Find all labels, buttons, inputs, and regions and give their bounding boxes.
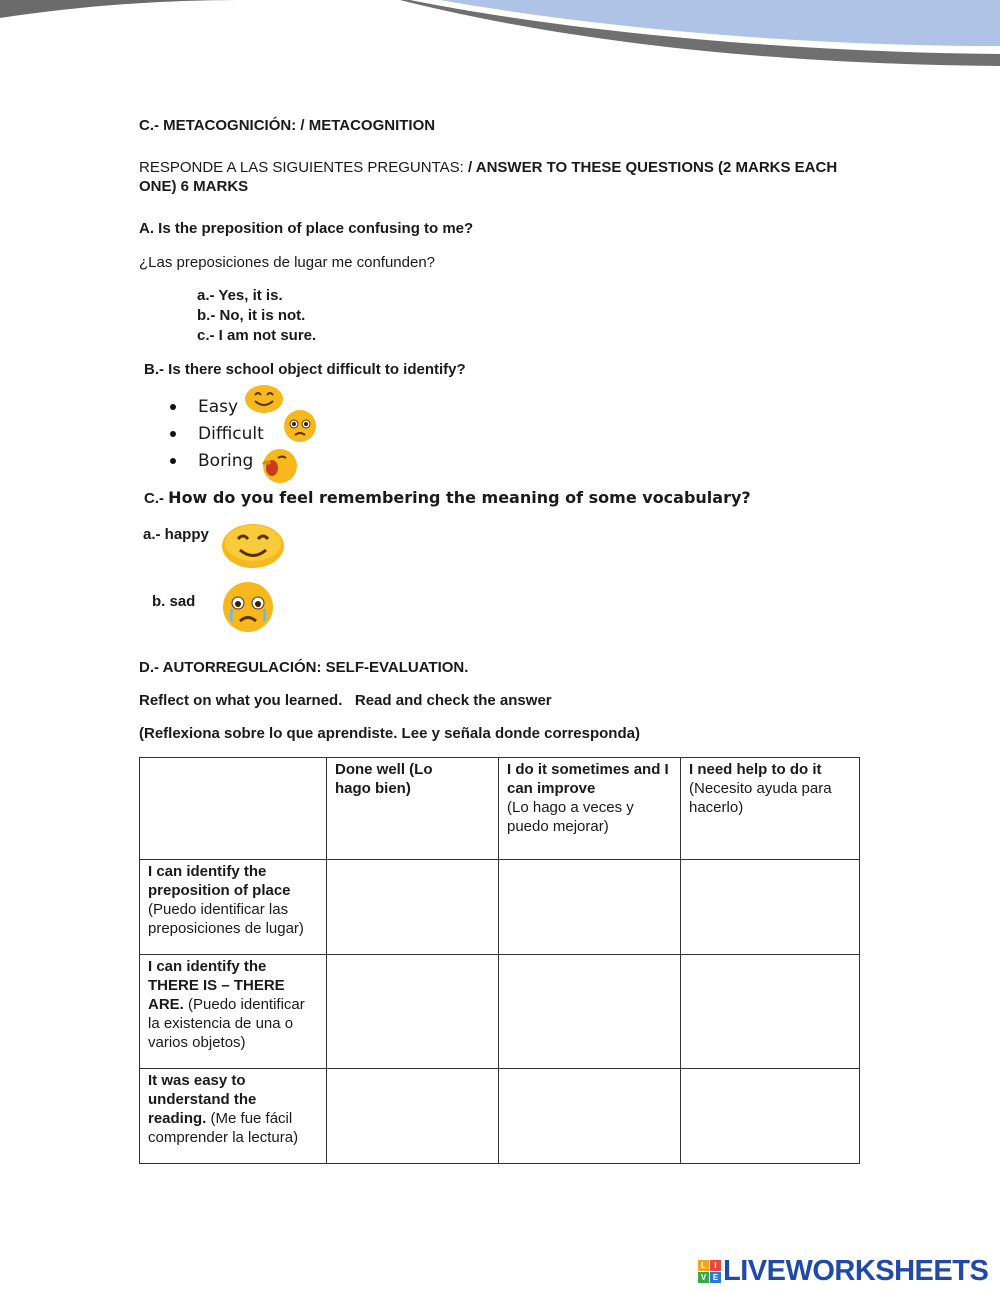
header-swoosh-decoration	[0, 0, 1000, 80]
header-sometimes	[499, 758, 681, 860]
check-cell-sometimes[interactable]	[499, 1069, 681, 1164]
smile-emoji-icon	[244, 384, 284, 414]
table-row	[140, 860, 860, 955]
table-corner-cell	[140, 758, 327, 860]
header-need-help	[681, 758, 860, 860]
header-done-well	[327, 758, 499, 860]
option-difficult-label: Difficult	[198, 423, 264, 444]
question-c-text: How do you feel remembering the meaning of some vocabulary?	[168, 488, 751, 507]
check-cell-need-help[interactable]	[681, 955, 860, 1069]
section-d-reflect-spanish: (Reflexiona sobre lo que aprendiste. Lee y señala donde corresponda)	[139, 725, 640, 742]
section-c-instruction	[139, 158, 869, 196]
option-difficult[interactable]	[170, 420, 264, 447]
question-c	[144, 488, 751, 508]
sad-emoji-icon[interactable]	[220, 581, 276, 633]
header-done-well-label: Done well (Lo hago bien)	[335, 761, 433, 797]
check-cell-sometimes[interactable]	[499, 955, 681, 1069]
option-happy-label[interactable]: a.- happy	[143, 526, 209, 543]
logo-letter-i: I	[710, 1260, 721, 1271]
table-row	[140, 955, 860, 1069]
self-evaluation-table	[139, 757, 860, 1164]
header-sometimes-translation: (Lo hago a veces y puedo mejorar)	[507, 799, 634, 835]
row-label-bold: I can identify the preposition of place	[148, 863, 291, 899]
bullet-icon	[170, 458, 176, 464]
logo-blocks-icon	[698, 1260, 721, 1283]
section-d-title: D.- AUTORREGULACIÓN: SELF-EVALUATION.	[139, 659, 469, 676]
instruction-spanish: RESPONDE A LAS SIGUIENTES PREGUNTAS:	[139, 159, 468, 176]
logo-letter-l: L	[698, 1260, 709, 1271]
check-cell-done-well[interactable]	[327, 860, 499, 955]
bullet-icon	[170, 404, 176, 410]
row-label-translation: (Me fue fácil comprender la lectura)	[148, 1110, 299, 1146]
row-label-translation: (Puedo identificar las preposiciones de lugar)	[148, 901, 304, 937]
question-a-option-a[interactable]: a.- Yes, it is.	[197, 287, 283, 304]
question-a: A. Is the preposition of place confusing to me?	[139, 220, 474, 237]
logo-letter-v: V	[698, 1272, 709, 1283]
check-cell-done-well[interactable]	[327, 955, 499, 1069]
option-boring[interactable]	[170, 447, 264, 474]
option-boring-label: Boring	[198, 450, 254, 471]
check-cell-sometimes[interactable]	[499, 860, 681, 955]
row-label-reading	[140, 1069, 327, 1164]
question-a-translation: ¿Las preposiciones de lugar me confunden?	[139, 254, 436, 271]
check-cell-need-help[interactable]	[681, 1069, 860, 1164]
question-c-prefix: C.-	[144, 490, 169, 507]
header-need-help-translation: (Necesito ayuda para hacerlo)	[689, 780, 832, 816]
table-row	[140, 1069, 860, 1164]
check-cell-need-help[interactable]	[681, 860, 860, 955]
row-label-bold: I can identify the THERE IS – THERE ARE.	[148, 958, 285, 1013]
row-label-translation: (Puedo identificar la existencia de una o varios objetos)	[148, 996, 305, 1051]
check-cell-done-well[interactable]	[327, 1069, 499, 1164]
table-header-row	[140, 758, 860, 860]
worried-emoji-icon	[282, 409, 318, 443]
bullet-icon	[170, 431, 176, 437]
question-a-option-c[interactable]: c.- I am not sure.	[197, 327, 317, 344]
question-b: B.- Is there school object difficult to identify?	[144, 361, 466, 378]
question-a-option-b[interactable]: b.- No, it is not.	[197, 307, 306, 324]
option-easy-label: Easy	[198, 396, 239, 417]
header-need-help-label: I need help to do it	[689, 761, 822, 778]
liveworksheets-logo	[698, 1255, 988, 1288]
header-sometimes-label: I do it sometimes and I can improve	[507, 761, 669, 797]
option-sad-label[interactable]: b. sad	[152, 593, 196, 610]
row-label-prepositions	[140, 860, 327, 955]
section-d-reflect: Reflect on what you learned. Read and check the answer	[139, 692, 552, 709]
row-label-bold: It was easy to understand the reading.	[148, 1072, 257, 1127]
row-label-there-is	[140, 955, 327, 1069]
section-c-title: C.- METACOGNICIÓN: / METACOGNITION	[139, 117, 436, 134]
happy-emoji-icon[interactable]	[220, 521, 286, 569]
yawn-emoji-icon	[258, 446, 298, 486]
instruction-english: / ANSWER TO THESE QUESTIONS (2 MARKS EACH ONE) 6 MARKS	[139, 159, 838, 195]
logo-text: LIVEWORKSHEETS	[723, 1255, 989, 1287]
logo-letter-e: E	[710, 1272, 721, 1283]
